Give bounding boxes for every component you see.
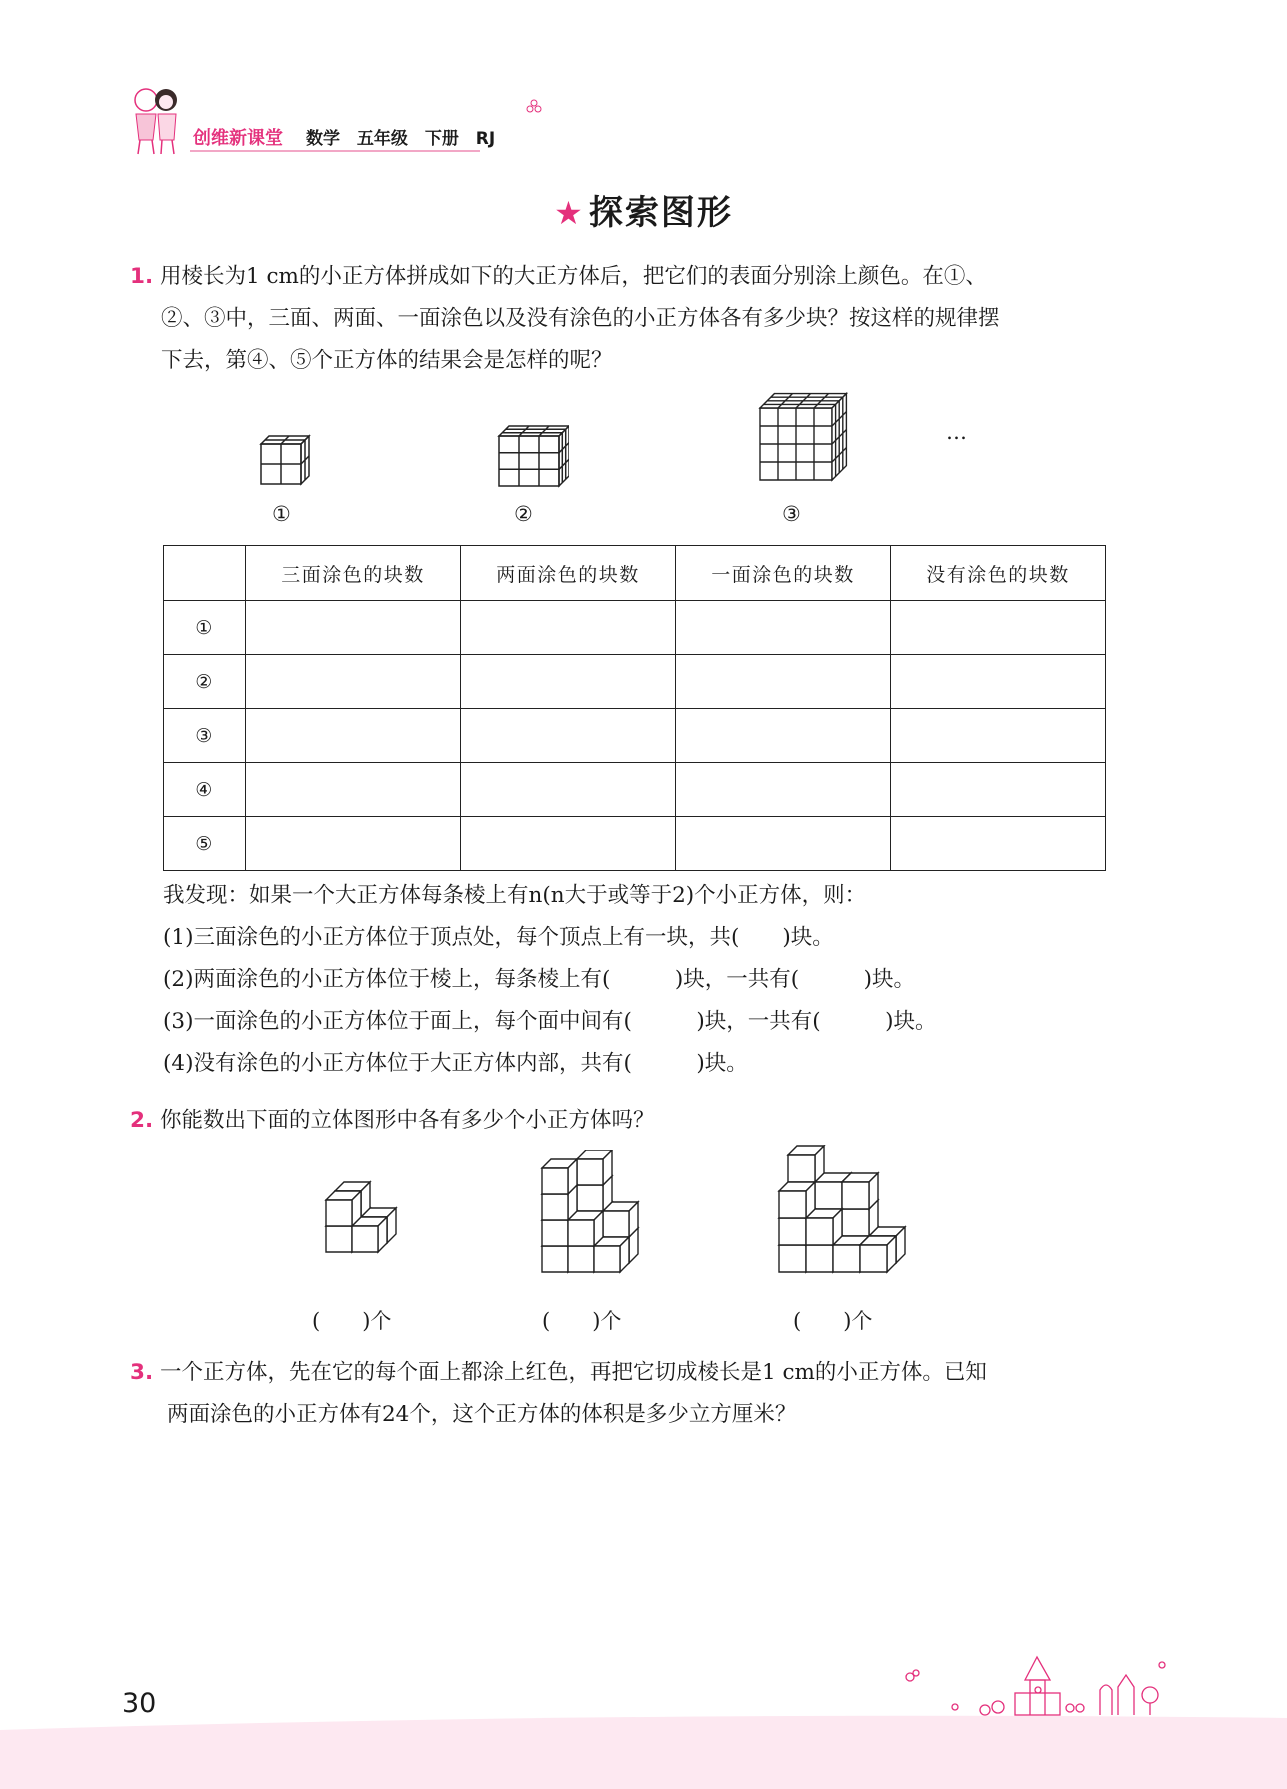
- answer-cell[interactable]: [891, 601, 1106, 655]
- header-rule: [190, 150, 480, 152]
- answer-cell[interactable]: [461, 601, 676, 655]
- answer-cell[interactable]: [676, 763, 891, 817]
- answer-cell[interactable]: [891, 817, 1106, 871]
- row-label: ⑤: [164, 817, 246, 871]
- solid-figure-2: [538, 1150, 648, 1285]
- answer-cell[interactable]: [676, 655, 891, 709]
- answer-cell[interactable]: [676, 817, 891, 871]
- q3-line-1: 3. 一个正方体，先在它的每个面上都涂上红色，再把它切成棱长是1 cm的小正方体。已知: [130, 1360, 987, 1385]
- figure-label-1: ①: [272, 502, 291, 526]
- row-label: ③: [164, 709, 246, 763]
- table-header-row: [164, 546, 1106, 601]
- table-row: [164, 817, 1106, 871]
- book-info: [306, 124, 506, 149]
- q1-line-3: 下去，第④、⑤个正方体的结果会是怎样的呢？: [161, 348, 613, 373]
- answer-cell[interactable]: [891, 763, 1106, 817]
- results-table: [163, 545, 1106, 871]
- answer-cell[interactable]: [461, 763, 676, 817]
- section-title: [0, 185, 1287, 234]
- answer-cell[interactable]: [246, 817, 461, 871]
- answer-cell[interactable]: [246, 655, 461, 709]
- cube-figure-2: [499, 426, 569, 486]
- question-2: [130, 1100, 655, 1142]
- discovery-line: 我发现：如果一个大正方体每条棱上有n(n大于或等于2)个小正方体，则：: [163, 883, 867, 908]
- table-row: [164, 709, 1106, 763]
- answer-cell[interactable]: [891, 709, 1106, 763]
- answer-cell[interactable]: [461, 655, 676, 709]
- figure-label-3: ③: [782, 502, 801, 526]
- table-header-cell: 三面涂色的块数: [246, 546, 461, 601]
- answer-cell[interactable]: [891, 655, 1106, 709]
- q3-number: 3.: [130, 1360, 154, 1385]
- ellipsis: …: [946, 420, 967, 444]
- discovery-line: (2)两面涂色的小正方体位于棱上，每条棱上有( )块，一共有( )块。: [163, 967, 916, 992]
- volume: 下册: [424, 129, 459, 149]
- solid-figure-3: [775, 1145, 925, 1285]
- table-header-cell: 两面涂色的块数: [461, 546, 676, 601]
- discovery-line: (1)三面涂色的小正方体位于顶点处，每个顶点上有一块，共( )块。: [163, 925, 834, 950]
- answer-cell[interactable]: [461, 817, 676, 871]
- kids-mascot-icon: [126, 82, 186, 156]
- figure-label-2: ②: [514, 502, 533, 526]
- table-row: [164, 763, 1106, 817]
- answer-cell[interactable]: [461, 709, 676, 763]
- question-1: [130, 256, 1150, 382]
- cube-figure-3: [750, 390, 852, 492]
- castle-icon: [880, 1645, 1180, 1720]
- q3-line-2: 两面涂色的小正方体有24个，这个正方体的体积是多少立方厘米？: [167, 1402, 797, 1427]
- discovery-block: [163, 875, 937, 1085]
- cube-figure-1: [255, 430, 315, 490]
- table-header-cell: 一面涂色的块数: [676, 546, 891, 601]
- q1-line-2: ②、③中，三面、两面、一面涂色以及没有涂色的小正方体各有多少块？按这样的规律摆: [161, 306, 1000, 331]
- q2-number: 2.: [130, 1108, 154, 1133]
- star-icon: ★: [554, 194, 583, 232]
- answer-cell[interactable]: [676, 601, 891, 655]
- answer-cell[interactable]: [246, 601, 461, 655]
- table-row: [164, 655, 1106, 709]
- answer-cell[interactable]: [246, 763, 461, 817]
- row-label: ①: [164, 601, 246, 655]
- answer-blank-3[interactable]: ( )个: [793, 1309, 873, 1333]
- solid-figure-1: [318, 1180, 408, 1260]
- table-header-cell: [164, 546, 246, 601]
- answer-blank-1[interactable]: ( )个: [312, 1309, 392, 1333]
- answer-cell[interactable]: [246, 709, 461, 763]
- subject: 数学: [306, 129, 340, 149]
- flower-icon: [526, 99, 542, 115]
- row-label: ②: [164, 655, 246, 709]
- page-number: 30: [122, 1688, 157, 1719]
- q1-number: 1.: [130, 264, 154, 289]
- q1-line-1: 1. 用棱长为1 cm的小正方体拼成如下的大正方体后，把它们的表面分别涂上颜色。在①、: [130, 264, 987, 289]
- grade: 五年级: [356, 129, 408, 149]
- discovery-line: (3)一面涂色的小正方体位于面上，每个面中间有( )块，一共有( )块。: [163, 1009, 937, 1034]
- table-row: [164, 601, 1106, 655]
- answer-blank-2[interactable]: ( )个: [542, 1309, 622, 1333]
- q2-text: 你能数出下面的立体图形中各有多少个小正方体吗？: [159, 1108, 655, 1133]
- table-header-cell: 没有涂色的块数: [891, 546, 1106, 601]
- edition: RJ: [475, 129, 496, 149]
- answer-cell[interactable]: [676, 709, 891, 763]
- row-label: ④: [164, 763, 246, 817]
- question-3: [130, 1352, 1170, 1436]
- discovery-line: (4)没有涂色的小正方体位于大正方体内部，共有( )块。: [163, 1051, 748, 1076]
- page-title: 探索图形: [588, 193, 733, 233]
- brand-name: 创维新课堂: [193, 128, 283, 149]
